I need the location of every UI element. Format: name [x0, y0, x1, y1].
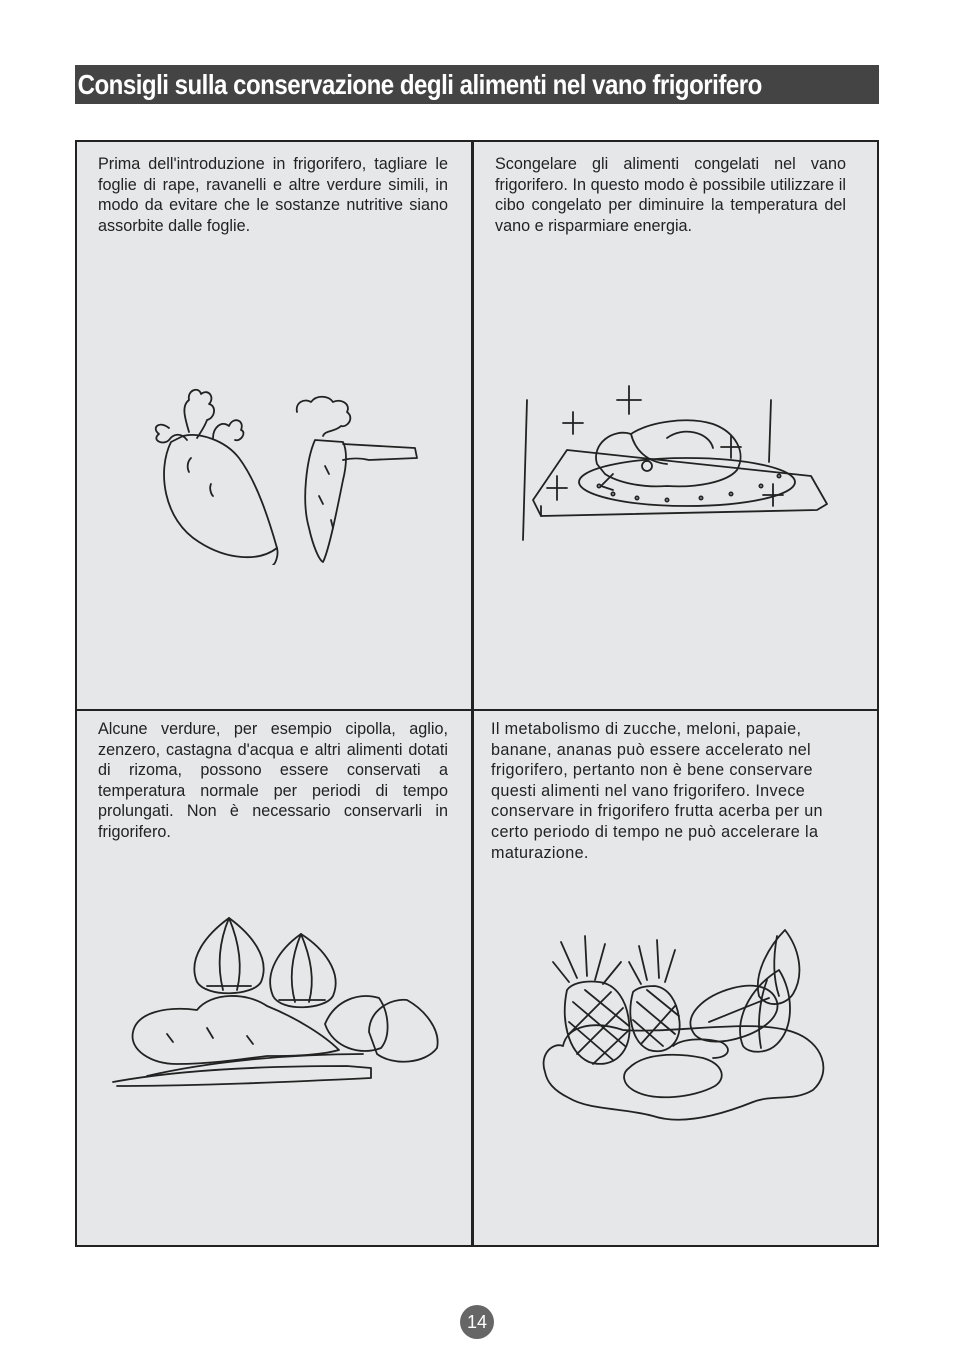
tip-text-fruit: Il metabolismo di zucche, meloni, papaie, banane, ananas può essere accelerato nel frigorifero, pertanto non è bene conservare questi alimenti nel vano frigorifero. Invece conservare in frigorifero frutta acerba per un certo periodo di tempo ne può accelerare la maturazione. — [491, 720, 823, 862]
grid-horizontal-divider — [77, 709, 877, 711]
tropical-fruit-illustration — [533, 922, 833, 1122]
grid-vertical-divider — [471, 142, 474, 1245]
tip-text-defrost: Scongelare gli alimenti congelati nel vano frigorifero. In questo modo è possibile utilizzare il cibo congelato per diminuire la temperatura del vano e risparmiare energia. — [495, 155, 846, 235]
page-title: Consigli sulla conservazione degli alimenti nel vano frigorifero — [77, 69, 762, 100]
frozen-chicken-illustration — [517, 378, 837, 548]
onion-ginger-illustration — [107, 914, 447, 1094]
title-bar — [75, 65, 879, 104]
page-number-badge: 14 — [460, 1305, 494, 1339]
tips-grid — [75, 140, 879, 1247]
turnip-radish-illustration — [129, 370, 419, 565]
tip-text-rhizomes: Alcune verdure, per esempio cipolla, aglio, zenzero, castagna d'acqua e altri alimenti dotati di rizoma, possono essere conservati a temperatura normale per periodi di tempo prolungati. Non è necessario conservarli in frigorifero. — [98, 720, 448, 841]
tip-text-leaves: Prima dell'introduzione in frigorifero, tagliare le foglie di rape, ravanelli e altre verdure simili, in modo da evitare che le sostanze nutritive siano assorbite dalle foglie. — [98, 155, 448, 235]
